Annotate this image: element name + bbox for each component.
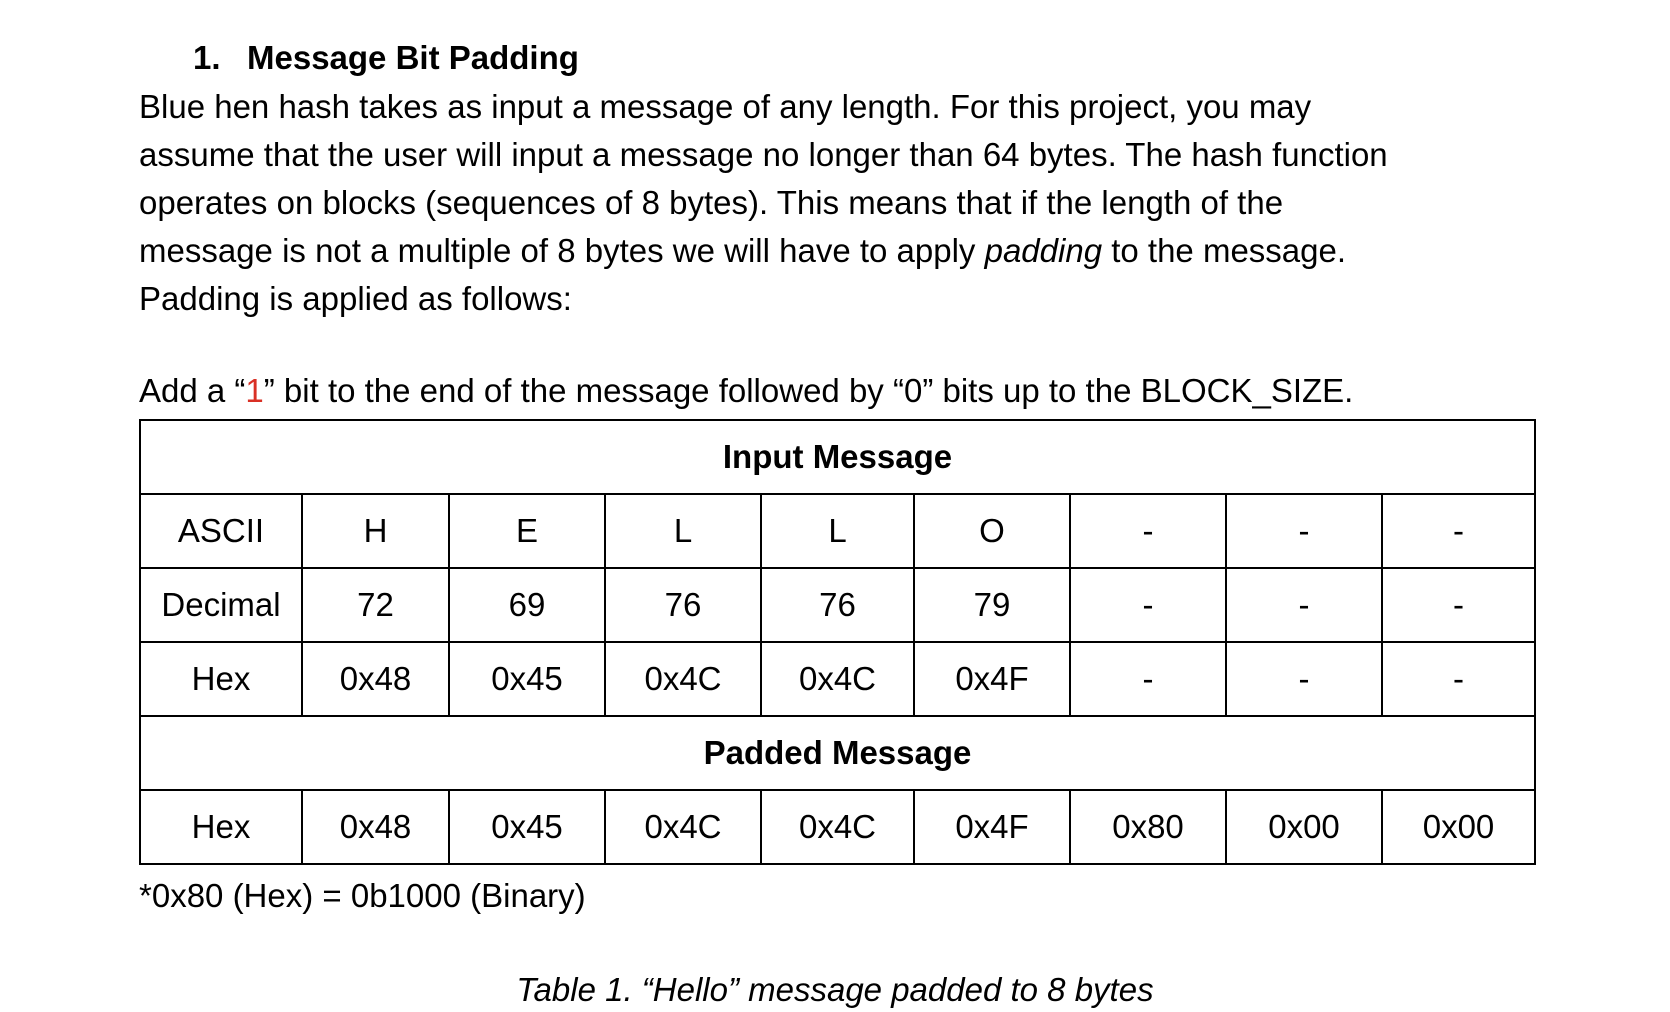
table-cell: 0x45 <box>449 642 605 716</box>
table-cell: L <box>761 494 914 568</box>
table-cell: 79 <box>914 568 1070 642</box>
intro-paragraph <box>139 83 1619 323</box>
table-cell: 0x4F <box>914 790 1070 864</box>
table-cell: 0x00 <box>1226 790 1382 864</box>
message-table <box>139 419 1536 865</box>
row-label-hex: Hex <box>140 642 302 716</box>
table-cell: 76 <box>761 568 914 642</box>
table-cell: - <box>1226 494 1382 568</box>
table-cell: - <box>1070 568 1226 642</box>
table-cell: 69 <box>449 568 605 642</box>
paragraph-emphasis: padding <box>984 232 1103 269</box>
table-cell: 0x00 <box>1382 790 1535 864</box>
rule-text: ” bit to the end of the message followed by “0” bits up to the BLOCK_SIZE. <box>263 372 1354 409</box>
table-row <box>140 790 1535 864</box>
row-label-ascii: ASCII <box>140 494 302 568</box>
table-cell: O <box>914 494 1070 568</box>
table-cell: 0x4C <box>605 790 761 864</box>
table-cell: 0x4F <box>914 642 1070 716</box>
paragraph-line: Padding is applied as follows: <box>139 280 572 317</box>
table-cell: - <box>1382 642 1535 716</box>
rule-one-bit: 1 <box>245 372 264 409</box>
table-cell: 0x48 <box>302 642 449 716</box>
table-cell: 76 <box>605 568 761 642</box>
table-cell: H <box>302 494 449 568</box>
row-label-hex: Hex <box>140 790 302 864</box>
table-row <box>140 642 1535 716</box>
table-cell: 0x4C <box>761 790 914 864</box>
table-caption: Table 1. “Hello” message padded to 8 bytes <box>516 971 1154 1008</box>
table-cell: E <box>449 494 605 568</box>
rule-text: Add a “ <box>139 372 246 409</box>
paragraph-line <box>139 227 1619 275</box>
paragraph-text: to the message. <box>1102 232 1347 269</box>
paragraph-text: message is not a multiple of 8 bytes we will have to apply <box>139 232 985 269</box>
input-message-header-row <box>140 420 1535 494</box>
table-cell: - <box>1382 568 1535 642</box>
padded-message-header-row <box>140 716 1535 790</box>
table-cell: - <box>1382 494 1535 568</box>
paragraph-line: operates on blocks (sequences of 8 bytes). This means that if the length of the <box>139 184 1284 221</box>
padded-message-title: Padded Message <box>140 716 1535 790</box>
paragraph-line: assume that the user will input a message no longer than 64 bytes. The hash function <box>139 136 1388 173</box>
table-row <box>140 494 1535 568</box>
table-cell: 72 <box>302 568 449 642</box>
table-cell: - <box>1226 642 1382 716</box>
binary-footnote: *0x80 (Hex) = 0b1000 (Binary) <box>139 877 586 914</box>
table-cell: 0x4C <box>761 642 914 716</box>
table-row <box>140 568 1535 642</box>
row-label-decimal: Decimal <box>140 568 302 642</box>
table-cell: L <box>605 494 761 568</box>
table-cell: 0x45 <box>449 790 605 864</box>
input-message-title: Input Message <box>140 420 1535 494</box>
table-cell: - <box>1226 568 1382 642</box>
paragraph-line: Blue hen hash takes as input a message of any length. For this project, you may <box>139 88 1312 125</box>
table-cell: 0x80 <box>1070 790 1226 864</box>
table-cell: 0x4C <box>605 642 761 716</box>
section-title: Message Bit Padding <box>247 39 579 76</box>
table-cell: - <box>1070 494 1226 568</box>
table-cell: - <box>1070 642 1226 716</box>
table-cell: 0x48 <box>302 790 449 864</box>
padding-rule <box>139 369 1353 413</box>
section-number: 1. <box>193 39 221 76</box>
section-heading <box>193 36 579 80</box>
